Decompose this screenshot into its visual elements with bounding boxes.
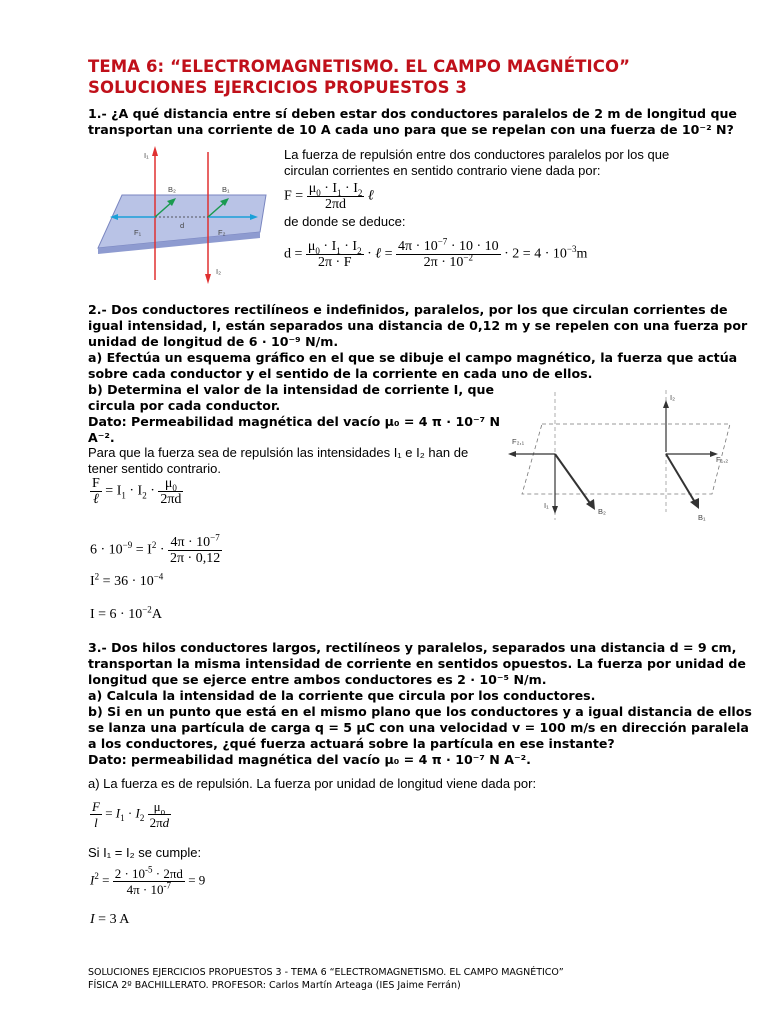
ex1-text1: La fuerza de repulsión entre dos conductores paralelos por los que circulan corrientes en sentido contrario viene dada por:: [284, 147, 670, 178]
footer-line2: FÍSICA 2º BACHILLERATO. PROFESOR: Carlos Martín Arteaga (IES Jaime Ferrán): [88, 980, 461, 991]
ex3-formula-2: $I^2$ = $\frac{2 \cdot 10^{-5} \cdot 2\pi d}{4\pi \cdot 10^{-7}}$ = 9: [90, 864, 206, 897]
footer-line1: SOLUCIONES EJERCICIOS PROPUESTOS 3 - TEMA 6 “ELECTROMAGNETISMO. EL CAMPO MAGNÉTICO”: [88, 967, 564, 978]
ex3-formula-3: I = 3 A: [90, 912, 130, 927]
label-B1: B₁: [698, 513, 706, 522]
label-B2: B₂: [168, 185, 176, 194]
label-F2: F₂: [218, 228, 226, 237]
label-d: d: [180, 221, 185, 230]
label-I2: I₂: [670, 393, 675, 402]
label-F12: F₁,₂: [716, 455, 729, 464]
ex1-conductors-figure: [88, 140, 278, 290]
ex2-field-figure: [500, 382, 750, 527]
label-I1: I₁: [144, 151, 149, 160]
ex2-text: Para que la fuerza sea de repulsión las intensidades I₁ e I₂ han de tener sentido contrario.: [88, 445, 469, 476]
ex3-question: 3.- Dos hilos conductores largos, rectilíneos y paralelos, separados una distancia d = 9 cm, transportan la misma intensidad de corriente en sentidos opuestos. La fuerza por unidad de longitud que se ejerce entre ambos conductores es 2 · 10⁻⁵ N/m. a) Calcula la intensidad de la corriente que circula por los conductores. b) Si en un punto que está en el mismo plano que los conductores y a igual distancia de ellos se lanza una partícula de carga q = 5 μC con una velocidad v = 100 m/s en dirección paralela a los conductores, ¿qué fuerza actuará sobre la partícula en ese instante? Dato: permeabilidad magnética del vacío μ₀ = 4 π · 10⁻⁷ N A⁻².: [88, 640, 752, 767]
ex3-text2: Si I₁ = I₂ se cumple:: [88, 845, 202, 860]
page-title: TEMA 6: “ELECTROMAGNETISMO. EL CAMPO MAGNÉTICO”: [88, 57, 631, 76]
ex3-text1: a) La fuerza es de repulsión. La fuerza por unidad de longitud viene dada por:: [88, 776, 537, 791]
label-B1: B₁: [222, 185, 230, 194]
label-F21: F₂,₁: [512, 437, 525, 446]
label-I1: I₁: [544, 501, 549, 510]
ex1-text2: de donde se deduce:: [284, 214, 406, 229]
ex1-question: 1.- ¿A qué distancia entre sí deben estar dos conductores paralelos de 2 m de longitud que transportan una corriente de 10 A cada uno para que se repelan con una fuerza de 10⁻² N?: [88, 106, 737, 137]
ex2-formula-4: $I = 6 \cdot 10^{-2}A$: [90, 604, 162, 622]
page-subtitle: SOLUCIONES EJERCICIOS PROPUESTOS 3: [88, 78, 468, 97]
ex2-formula-3: $I^2 = 36 \cdot 10^{-4}$: [90, 571, 164, 589]
ex1-formula-distance: d = $\frac{\mu_0 \cdot I_1 \cdot I_2}{2\pi \cdot F}$ · ℓ = $\frac{4\pi \cdot 10^{-7} \cdot 10 \cdot 10}{2\pi \cdot 10^{-2}}$ · $2 = 4 \cdot 10^{-3}m$: [284, 236, 588, 270]
ex2-question: 2.- Dos conductores rectilíneos e indefinidos, paralelos, por los que circulan corrientes de igual intensidad, I, están separados una distancia de 0,12 m y se repelen con una fuerza por unidad de longitud de 6 · 10⁻⁹ N/m. a) Efectúa un esquema gráfico en el que se dibuje el campo magnético, la fuerza que actúa sobre cada conductor y el sentido de la corriente en cada uno de ellos. b) Determina el valor de la intensidad de corriente I, que circula por cada conductor. Dato: Permeabilidad magnética del vacío μ₀ = 4 π · 10⁻⁷ N A⁻².: [88, 302, 748, 445]
ex2-formula-2: $6 \cdot 10^{-9} = I^2$ · $\frac{4\pi \cdot 10^{-7}}{2\pi \cdot 0,12}$: [90, 532, 221, 566]
ex3-formula-1: $\frac{F}{l}$ = $I_1 \cdot I_2$ $\frac{\mu_o}{2\pi d}$: [92, 799, 170, 830]
ex1-formula-force: F = $\frac{\mu_0 \cdot I_1 \cdot I_2}{2\pi d}$ ℓ: [284, 181, 374, 212]
label-F1: F₁: [134, 228, 142, 237]
label-I2: I₂: [216, 267, 221, 276]
ex2-formula-1: $\frac{F}{\text{ℓ}}$ = $I_1 \cdot I_2$ · $\frac{\mu_0}{2\pi d}$: [92, 476, 182, 507]
label-B2: B₂: [598, 507, 606, 516]
